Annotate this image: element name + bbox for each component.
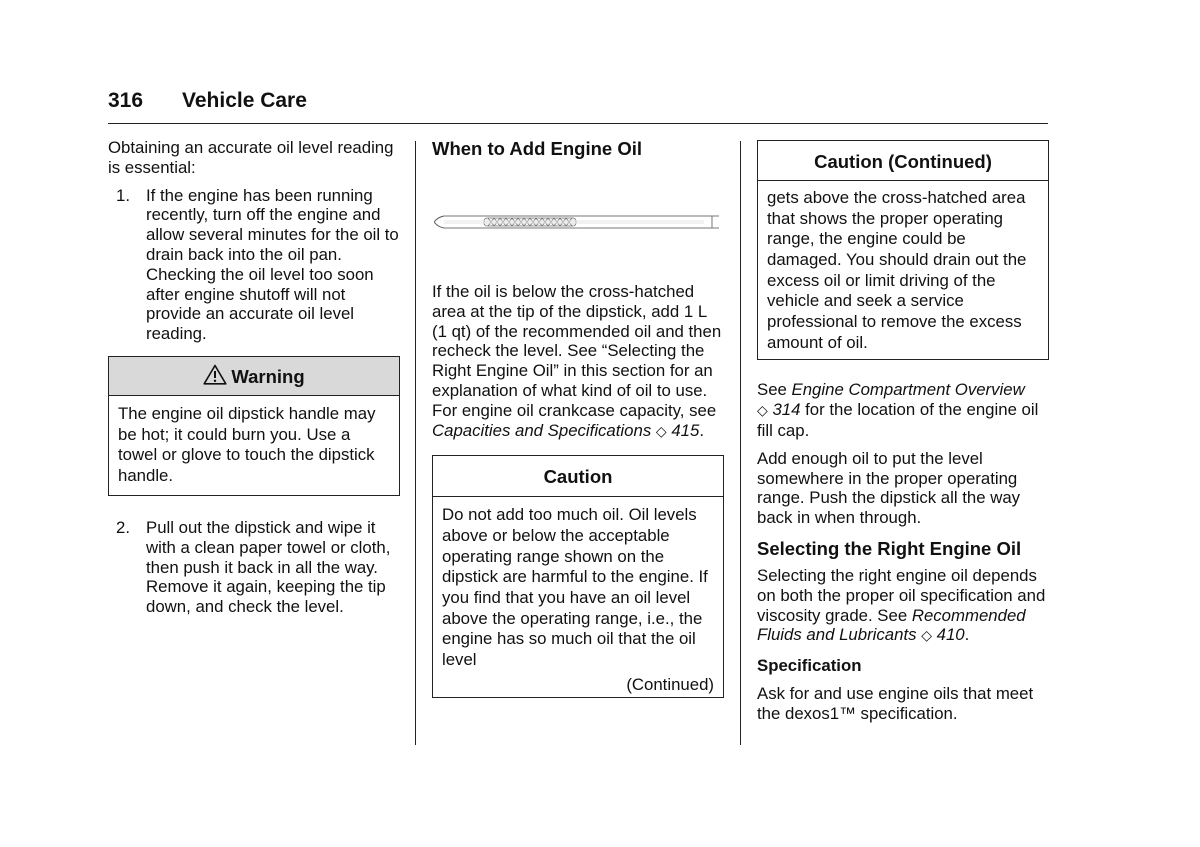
xref-page[interactable]: 415 <box>671 420 700 440</box>
caution-header: Caution <box>433 456 723 497</box>
dipstick-illustration <box>434 198 719 258</box>
warning-body: The engine oil dipstick handle may be hot; it could burn you. Use a towel or glove to touch the dipstick handle. <box>118 403 376 486</box>
caution-box <box>432 455 724 697</box>
selecting-oil-paragraph: Selecting the right engine oil depends on both the proper oil specification and viscosity grade. See Recommended Fluids and Lubricants ◇ 410. <box>757 566 1046 645</box>
specification-heading: Specification <box>757 656 862 676</box>
warning-box <box>108 356 400 496</box>
column-1 <box>108 138 400 617</box>
column-divider <box>415 141 416 745</box>
list-item-2 <box>108 518 400 617</box>
page-reference-icon: ◇ <box>655 422 667 439</box>
warning-triangle-icon <box>203 364 227 385</box>
intro-paragraph: Obtaining an accurate oil level reading is essential: <box>108 138 394 177</box>
continued-label: (Continued) <box>626 674 714 694</box>
list-item-1 <box>108 186 400 344</box>
see-paragraph: See Engine Compartment Overview ◇ 314 for the location of the engine oil fill cap. <box>757 380 1039 441</box>
xref-page[interactable]: 314 <box>772 400 801 420</box>
caution-body: Do not add too much oil. Oil levels above or below the acceptable operating range shown on the dipstick are harmful to the engine. If you find that you have an oil level above the operating range, i.e., the engine has so much oil that the oil level <box>442 505 708 670</box>
list-text: If the engine has been running recently, turn off the engine and allow several minutes for the oil to drain back into the oil pan. Checking the oil level too soon after engine shutoff will not provide an accurate oil level reading. <box>146 185 399 344</box>
list-number: 1. <box>116 185 130 205</box>
page-reference-icon: ◇ <box>757 402 768 419</box>
page-reference-icon: ◇ <box>921 627 932 644</box>
when-to-add-paragraph: If the oil is below the cross-hatched area at the tip of the dipstick, add 1 L (1 qt) of the recommended oil and then recheck the level. See “Selecting the Right Engine Oil” in this section for an explanation of what kind of oil to use. For engine oil crankcase capacity, see Capacities and Specifications ◇ 415. <box>432 282 722 440</box>
caution-continued-header: Caution (Continued) <box>758 141 1048 181</box>
selecting-oil-heading: Selecting the Right Engine Oil <box>757 538 1022 559</box>
xref-page[interactable]: 410 <box>936 625 965 645</box>
column-divider <box>740 141 741 745</box>
xref-engine-compartment[interactable]: Engine Compartment Overview <box>791 380 1025 400</box>
specification-paragraph: Ask for and use engine oils that meet the dexos1™ specification. <box>757 684 1034 723</box>
caution-continued-box <box>757 140 1049 360</box>
xref-recommended-fluids[interactable]: Recommended Fluids and Lubricants <box>757 605 1026 645</box>
section-title: Vehicle Care <box>182 89 307 112</box>
page-number: 316 <box>108 89 144 112</box>
column-2 <box>432 138 724 698</box>
section-heading: When to Add Engine Oil <box>432 138 642 159</box>
xref-capacities[interactable]: Capacities and Specifications <box>432 420 652 440</box>
list-number: 2. <box>116 517 130 537</box>
warning-title: Warning <box>231 365 305 387</box>
caution-continued-body: gets above the cross-hatched area that shows the proper operating range, the engine could be damaged. You should drain out the excess oil or limit driving of the vehicle and seek a service professional to remove the excess amount of oil. <box>767 187 1027 352</box>
column-3 <box>757 140 1049 724</box>
add-oil-paragraph: Add enough oil to put the level somewhere in the proper operating range. Push the dipstick all the way back in when through. <box>757 448 1021 528</box>
warning-header <box>109 357 399 396</box>
list-text: Pull out the dipstick and wipe it with a clean paper towel or cloth, then push it back in all the way. Remove it again, keeping the tip down, and check the level. <box>146 517 391 617</box>
page-header <box>108 89 1048 124</box>
